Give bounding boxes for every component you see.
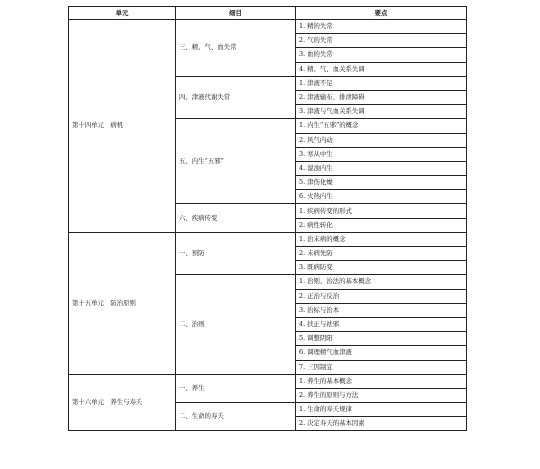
category-cell: 五、内生“五邪”	[176, 119, 296, 204]
header-row	[69, 7, 467, 20]
point-cell: 1. 治未病的概念	[296, 232, 467, 246]
point-cell: 2. 风气内动	[296, 133, 467, 147]
point-cell: 1. 精的失常	[296, 20, 467, 34]
table-row	[69, 20, 467, 34]
unit-cell: 第十六单元 养生与寿夭	[69, 374, 176, 431]
point-cell: 1. 养生的基本概念	[296, 374, 467, 388]
point-cell: 1. 内生“五邪”的概念	[296, 119, 467, 133]
point-cell: 2. 正治与反治	[296, 289, 467, 303]
point-cell: 6. 火热内生	[296, 190, 467, 204]
point-cell: 6. 调理精气血津液	[296, 346, 467, 360]
point-cell: 2. 病性转化	[296, 218, 467, 232]
header-points: 要点	[296, 7, 467, 20]
point-cell: 2. 决定寿夭的基本因素	[296, 417, 467, 431]
unit-cell: 第十四单元 病机	[69, 20, 176, 233]
syllabus-table	[68, 6, 467, 431]
category-cell: 二、生命的寿夭	[176, 403, 296, 431]
category-cell: 四、津液代谢失常	[176, 76, 296, 119]
category-cell: 六、疾病传变	[176, 204, 296, 232]
point-cell: 5. 调整阴阳	[296, 332, 467, 346]
syllabus-body	[69, 20, 467, 431]
point-cell: 2. 津液输布、排泄障碍	[296, 90, 467, 104]
point-cell: 4. 扶正与祛邪	[296, 317, 467, 331]
point-cell: 4. 湿浊内生	[296, 161, 467, 175]
point-cell: 3. 津液与气血关系失调	[296, 105, 467, 119]
point-cell: 2. 养生的原则与方法	[296, 388, 467, 402]
unit-cell: 第十五单元 防治原则	[69, 232, 176, 374]
point-cell: 1. 津液不足	[296, 76, 467, 90]
header-category: 细目	[176, 7, 296, 20]
point-cell: 3. 寒从中生	[296, 147, 467, 161]
point-cell: 1. 疾病传变的形式	[296, 204, 467, 218]
category-cell: 二、治则	[176, 275, 296, 374]
point-cell: 2. 气的失常	[296, 34, 467, 48]
category-cell: 一、养生	[176, 374, 296, 402]
point-cell: 3. 既病防变	[296, 261, 467, 275]
point-cell: 3. 血的失常	[296, 48, 467, 62]
header-unit: 单元	[69, 7, 176, 20]
point-cell: 1. 治则、治法的基本概念	[296, 275, 467, 289]
point-cell: 3. 治标与治本	[296, 303, 467, 317]
point-cell: 7. 三因制宜	[296, 360, 467, 374]
table-row	[69, 374, 467, 388]
table-row	[69, 232, 467, 246]
category-cell: 三、精、气、血失常	[176, 20, 296, 77]
point-cell: 5. 津伤化燥	[296, 176, 467, 190]
point-cell: 2. 未病先防	[296, 247, 467, 261]
point-cell: 4. 精、气、血关系失调	[296, 62, 467, 76]
category-cell: 一、预防	[176, 232, 296, 275]
point-cell: 1. 生命的寿夭规律	[296, 403, 467, 417]
